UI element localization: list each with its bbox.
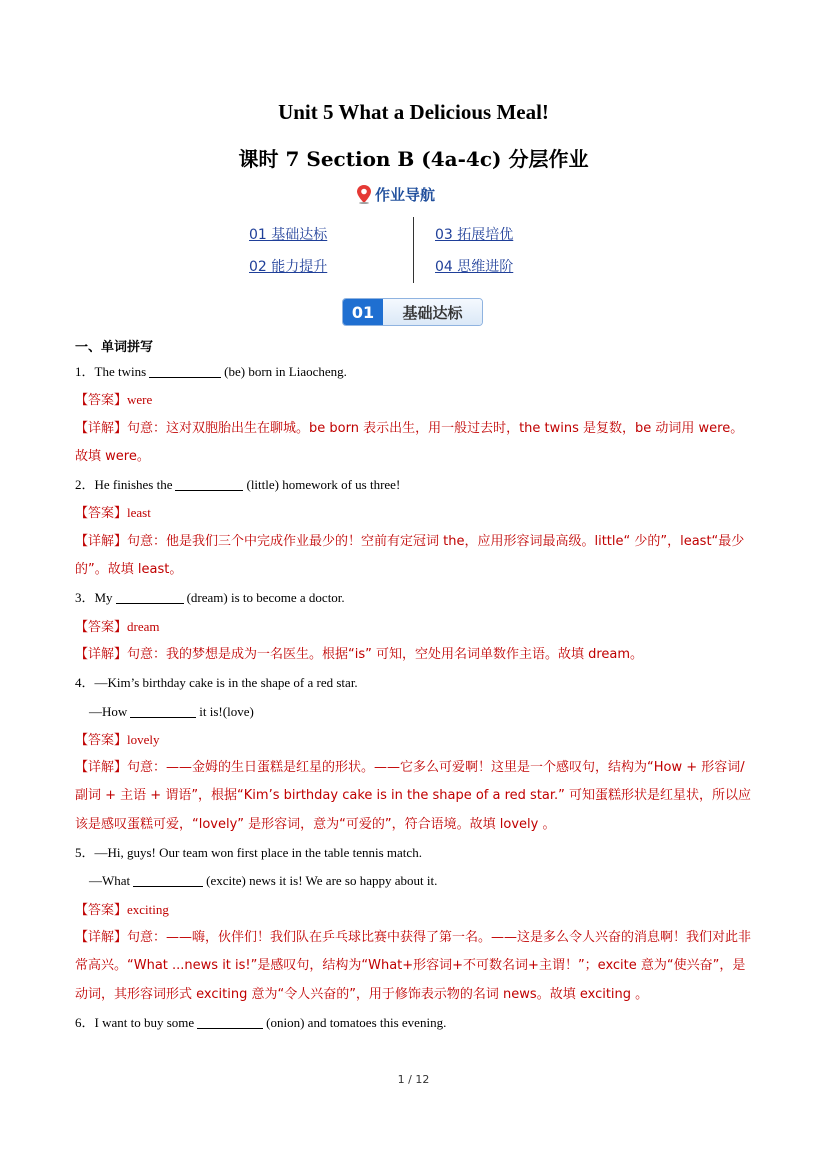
answer-2: 【答案】least bbox=[75, 505, 151, 521]
document-subtitle: 课时 7 Section B (4a-4c) 分层作业 bbox=[238, 147, 589, 171]
answer-4: 【答案】lovely bbox=[75, 731, 160, 747]
answer-blank bbox=[133, 872, 203, 887]
answer-3: 【答案】dream bbox=[75, 618, 160, 634]
section-heading: 一、单词拼写 bbox=[75, 340, 154, 355]
explanation-2: 【详解】句意：他是我们三个中完成作业最少的！空前有定冠词 the，应用形容词最高级。little“ 少的”，least“最少的”。故填 least。 bbox=[75, 533, 745, 578]
question-4-response: —How it is!(love) bbox=[89, 703, 254, 719]
answer-blank bbox=[175, 476, 243, 491]
question-3: 3．My (dream) is to become a doctor. bbox=[75, 590, 345, 606]
answer-1: 【答案】were bbox=[75, 392, 153, 408]
nav-link-thinking[interactable]: 04 思维进阶 bbox=[435, 259, 514, 275]
nav-divider bbox=[413, 217, 414, 283]
answer-blank bbox=[149, 363, 221, 378]
explanation-1: 【详解】句意：这对双胞胎出生在聊城。be born 表示出生，用一般过去时，the twins 是复数，be 动词用 were。故填 were。 bbox=[75, 420, 744, 464]
explanation-5: 【详解】句意：——嗨，伙伴们！我们队在乒乓球比赛中获得了第一名。——这是多么令人兴奋的消息啊！我们对此非常高兴。“What ...news it is!”是感叹句，结构为“What+形容词+不可数名词+主谓！”；excite 意为“使兴奋”，是动词，其形容词形式 exciting 意为“令人兴奋的”，用于修饰表示物的名词 news。故填 exciting 。 bbox=[75, 929, 752, 1002]
question-6: 6．I want to buy some (onion) and tomatoes this evening. bbox=[75, 1014, 447, 1030]
question-5: 5．—Hi, guys! Our team won first place in the table tennis match. bbox=[75, 845, 422, 861]
explanation-3: 【详解】句意：我的梦想是成为一名医生。根据“is” 可知，空处用名词单数作主语。故填 dream。 bbox=[75, 646, 644, 662]
location-pin-icon bbox=[355, 184, 373, 204]
nav-link-extension[interactable]: 03 拓展培优 bbox=[435, 227, 514, 243]
answer-blank bbox=[116, 589, 184, 604]
question-1: 1．The twins (be) born in Liaocheng. bbox=[75, 364, 347, 379]
nav-link-basic[interactable]: 01 基础达标 bbox=[249, 227, 328, 243]
answer-5: 【答案】exciting bbox=[75, 901, 169, 917]
answer-blank bbox=[197, 1014, 263, 1029]
section-badge-label: 基础达标 bbox=[383, 299, 482, 325]
question-2: 2．He finishes the (little) homework of us three! bbox=[75, 477, 401, 493]
answer-blank bbox=[130, 703, 196, 718]
exercise-content bbox=[75, 338, 755, 1037]
section-badge-number: 01 bbox=[343, 299, 383, 325]
nav-link-ability[interactable]: 02 能力提升 bbox=[249, 259, 328, 275]
document-title: Unit 5 What a Delicious Meal! bbox=[278, 100, 549, 124]
question-4: 4．—Kim’s birthday cake is in the shape of a red star. bbox=[75, 675, 358, 691]
homework-nav-heading bbox=[355, 183, 435, 205]
explanation-4: 【详解】句意：——金姆的生日蛋糕是红星的形状。——它多么可爱啊！这里是一个感叹句，结构为“How + 形容词/副词 + 主语 + 谓语”，根据“Kim’s birthday cake is in the shape of a red star.” 可知蛋糕形状是红星状，所以应该是感叹蛋糕可爱，“lovely” 是形容词，意为“可爱的”，符合语境。故填 lovely 。 bbox=[75, 760, 752, 832]
page-number: 1 / 12 bbox=[397, 1073, 430, 1086]
section-badge bbox=[342, 298, 483, 326]
nav-title: 作业导航 bbox=[375, 185, 436, 204]
question-5-response: —What (excite) news it is! We are so happy about it. bbox=[89, 873, 438, 889]
